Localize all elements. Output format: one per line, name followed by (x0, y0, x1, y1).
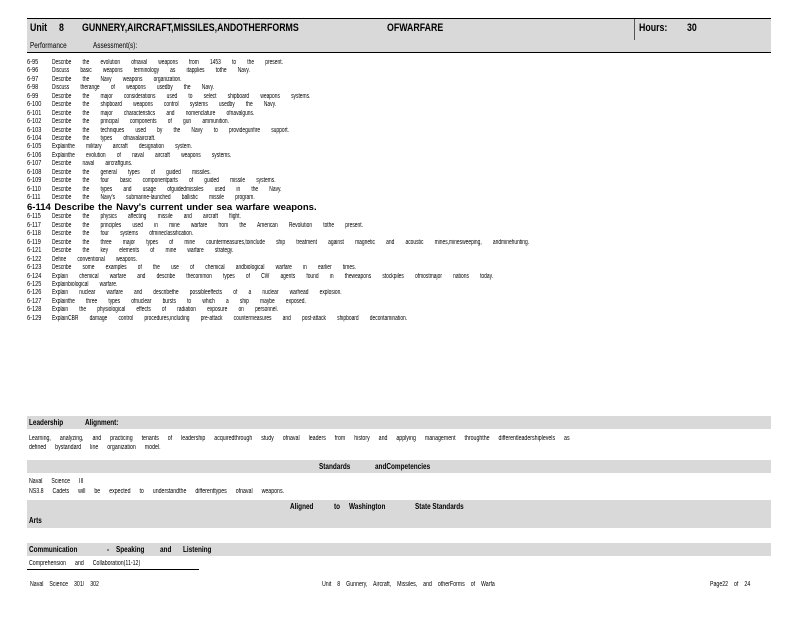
objective-text: Describe the physics affecting missile and aircraft flight. (52, 213, 241, 221)
objective-text: Explain chemical warfare and describe thecommon types of CW agents found in theweapons stockpiles ofmostmajor nations today. (52, 272, 494, 280)
objectives-list (27, 59, 771, 323)
objective-row (27, 152, 771, 160)
unit-title: GUNNERY,AIRCRAFT,MISSILES,ANDOTHERFORMS (82, 22, 299, 34)
objective-text: Describe the major characteristics and nomenclature ofnavalguns. (52, 109, 255, 117)
objective-code: 6-125 (27, 280, 42, 288)
standards-line-2: NS3.8 Cadets will be expected to understandthe differenttypes ofnaval weapons. (29, 488, 285, 495)
objective-row (27, 298, 771, 306)
performance-label: Performance (30, 41, 67, 50)
objective-text: Describe the techniques used by the Navy to providegunfire support. (52, 126, 289, 134)
assessment-label: Assessment(s): (93, 41, 138, 50)
objective-row (27, 169, 771, 177)
arts-label: Arts (29, 516, 42, 525)
communication-dash: - (107, 545, 110, 554)
unit-header-bar (27, 18, 771, 41)
washington-label: Washington (349, 502, 386, 511)
unit-title-continued: OFWARFARE (387, 22, 444, 34)
objective-row (27, 315, 771, 323)
objective-row (27, 202, 771, 213)
objective-row (27, 194, 771, 202)
objective-code: 6-119 (27, 238, 41, 246)
objective-text: Explainthe three types ofnuclear bursts to which a ship maybe exposed. (52, 297, 306, 305)
objective-text: Discuss therange of weapons usedby the Navy. (52, 84, 214, 92)
objective-row (27, 84, 771, 92)
objective-text: Describe naval aircraftguns. (52, 160, 133, 168)
objective-code: 6-96 (27, 67, 39, 75)
objective-code: 6-108 (27, 168, 42, 176)
comprehension-text: Comprehension and Collaboration(11-12) (29, 560, 141, 567)
objective-code: 6-95 (27, 59, 39, 66)
objective-text: ExplainCBR damage control procedures,including pre-attack countermeasures and post-attack shipboard decontamination. (52, 314, 408, 322)
communication-bar (27, 543, 771, 556)
objective-row (27, 222, 771, 230)
objective-row (27, 213, 771, 221)
objective-text: Describe the four basic componentparts of guided missile systems. (52, 177, 276, 185)
standards-bar (27, 460, 771, 473)
objective-text: Describe the shipboard weapons control systems usedby the Navy. (52, 101, 277, 109)
objective-code: 6-127 (27, 297, 42, 305)
objective-code: 6-129 (27, 314, 42, 322)
objective-text: Describe the Navy's submarine-launched ballistic missile program. (52, 194, 255, 201)
objective-text: Describe the key elements of mine warfare strategy. (52, 247, 234, 255)
objective-code: 6-107 (27, 160, 42, 168)
leadership-text-line-2: defined bystandard line organization model. (29, 444, 161, 451)
objective-text: Explain the physiological effects of radiation exposure on personnel. (52, 306, 278, 314)
objective-row (27, 289, 771, 297)
aligned-label: Aligned (290, 502, 314, 511)
objective-code: 6-118 (27, 230, 41, 238)
footer-course: Naval Science 301/ 302 (30, 581, 99, 588)
objective-text: Describe the four systems ofmineclassification. (52, 230, 194, 238)
objective-code: 6-111 (27, 194, 41, 201)
objective-row (27, 67, 771, 75)
objective-code: 6-126 (27, 289, 42, 297)
objective-row (27, 93, 771, 101)
leadership-bar (27, 416, 771, 429)
objective-row (27, 230, 771, 238)
objective-text: Explain nuclear warfare and describethe possibleeffects of a nuclear warhead explosion. (52, 289, 342, 297)
objective-row (27, 273, 771, 281)
objective-code: 6-99 (27, 92, 39, 100)
and-label: and (160, 545, 172, 554)
objective-text: Discuss basic weapons terminology as itapplies tothe Navy. (52, 67, 250, 75)
unit-label: Unit (30, 22, 48, 34)
objective-text: Describe the Navy weapons organization. (52, 75, 182, 83)
objective-text: Describe the types and usage ofguidedmissiles used in the Navy. (52, 185, 282, 193)
performance-bar (27, 40, 771, 53)
objective-code: 6-97 (27, 75, 39, 83)
objective-text: Describe the major considerations used to select shipboard weapons systems. (52, 92, 311, 100)
objective-row (27, 160, 771, 168)
objective-row (27, 256, 771, 264)
objective-code: 6-100 (27, 101, 42, 109)
objective-row (27, 110, 771, 118)
objective-code: 6-109 (27, 177, 42, 185)
objective-text: Describe the types ofnavalaircraft. (52, 134, 156, 142)
objective-row (27, 264, 771, 272)
objective-text: 6-114 Describe the Navy's current under sea warfare weapons. (27, 202, 317, 214)
state-standards-label: State Standards (415, 502, 464, 511)
footer-page-number: Page22 of 24 (710, 581, 751, 588)
comprehension-underline (27, 569, 199, 570)
objective-code: 6-117 (27, 221, 41, 229)
objective-text: Describe the evolution ofnaval weapons from 1453 to the present. (52, 59, 283, 66)
header-divider (634, 19, 635, 40)
objective-code: 6-101 (27, 109, 42, 117)
speaking-label: Speaking (116, 545, 145, 554)
objective-text: Explainthe evolution of naval aircraft weapons systems. (52, 151, 232, 159)
competencies-title: andCompetencies (375, 462, 431, 471)
hours-value: 30 (687, 22, 697, 34)
objective-row (27, 76, 771, 84)
objective-code: 6-98 (27, 84, 39, 92)
objective-text: Describe the general types of guided missiles. (52, 168, 211, 176)
objective-code: 6-122 (27, 255, 42, 263)
objective-code: 6-115 (27, 213, 41, 221)
objective-code: 6-106 (27, 151, 42, 159)
objective-row (27, 118, 771, 126)
leadership-label: Leadership (29, 418, 64, 427)
objective-row (27, 177, 771, 185)
aligned-to-label: to (334, 502, 341, 511)
objective-code: 6-121 (27, 247, 42, 255)
objective-code: 6-104 (27, 134, 42, 142)
objective-row (27, 306, 771, 314)
unit-number: 8 (59, 22, 64, 34)
objective-code: 6-105 (27, 143, 42, 151)
objective-code: 6-123 (27, 264, 42, 272)
objective-text: Explainbiological warfare. (52, 280, 118, 288)
communication-label: Communication (29, 545, 78, 554)
objective-row (27, 186, 771, 194)
alignment-label: Alignment: (85, 418, 119, 427)
objective-row (27, 281, 771, 289)
objective-text: Describe the principal components of gun ammunition. (52, 118, 230, 126)
objective-row (27, 59, 771, 67)
objective-row (27, 101, 771, 109)
objective-row (27, 143, 771, 151)
objective-row (27, 247, 771, 255)
objective-text: Describe the principles used in mine warfare from the American Revolution tothe present. (52, 221, 363, 229)
objective-row (27, 127, 771, 135)
objective-row (27, 239, 771, 247)
objective-code: 6-103 (27, 126, 42, 134)
standards-title: Standards (319, 462, 351, 471)
standards-line-1: Naval Science III (29, 478, 84, 485)
objective-text: Explainthe military aircraft designation system. (52, 143, 192, 151)
footer-unit: Unit 8 Gunnery, Aircraft, Missiles, and otherForms of Warfa (322, 581, 495, 588)
objective-text: Define conventional weapons. (52, 255, 137, 263)
objective-row (27, 135, 771, 143)
objective-code: 6-110 (27, 185, 41, 193)
hours-label: Hours: (639, 22, 668, 34)
objective-code: 6-128 (27, 306, 42, 314)
objective-code: 6-124 (27, 272, 42, 280)
listening-label: Listening (183, 545, 212, 554)
leadership-text-line-1: Learning, analyzing, and practicing tenants of leadership acquiredthrough study ofnaval leaders from history and applying management throughthe differentleadershiplevels as (29, 435, 570, 442)
aligned-bar (27, 500, 771, 528)
objective-text: Describe the three major types of mine countermeasures,toinclude ship treatment against magnetic and acoustic mines,minesweeping, andminehunting. (52, 238, 530, 246)
objective-text: Describe some examples of the use of chemical andbiological warfare in earlier times. (52, 264, 356, 272)
objective-code: 6-102 (27, 118, 42, 126)
